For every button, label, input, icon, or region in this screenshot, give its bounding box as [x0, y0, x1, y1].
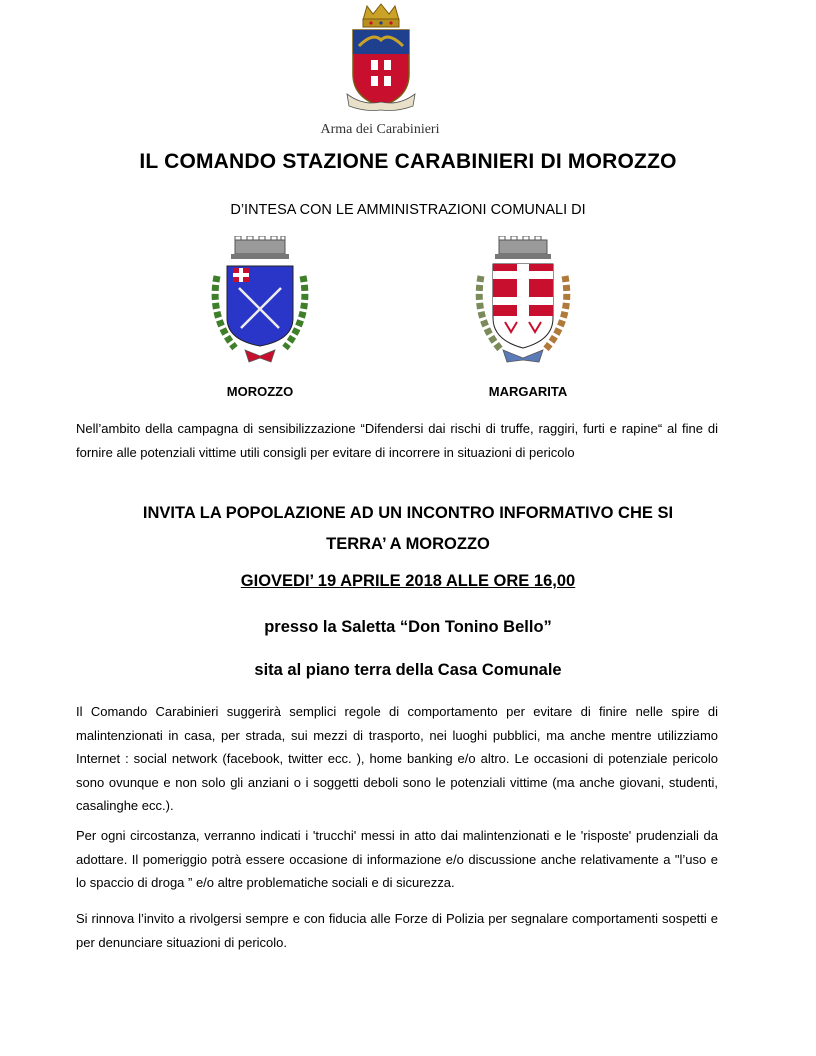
event-date-time: GIOVEDI’ 19 APRILE 2018 ALLE ORE 16,00 [240, 572, 576, 590]
margarita-coat-of-arms-icon [467, 236, 579, 366]
intro-paragraph: Nell’ambito della campagna di sensibilizzazione “Difendersi dai rischi di truffe, raggiri, furti e rapine“ al fine di fornire alle potenziali vittime utili consigli per evitare di incorrere in situazioni di pericolo [76, 421, 718, 460]
emblem-caption: Arma dei Carabinieri [320, 122, 440, 137]
invite-heading [40, 498, 776, 560]
invite-line-1: INVITA LA POPOLAZIONE AD UN INCONTRO INFORMATIVO CHE SI [142, 504, 674, 522]
body-paragraph-1: Il Comando Carabinieri suggerirà semplici regole di comportamento per evitare di finire nelle spire di malintenzionati in casa, per strada, sui mezzi di trasporto, nei luoghi pubblici, ma anche mentre utilizziamo Internet : social network (facebook, twitter ecc. ), home banking e/o altro. Le occasioni di potenziale pericolo sono ovunque e non solo gli anziani o i soggetti deboli sono le potenziali vittime (ma anche giovani, studenti, casalinghe ecc.). [76, 704, 718, 813]
body-paragraph-2: Per ogni circostanza, verranno indicati i 'trucchi' messi in atto dai malintenzionati e le 'risposte' prudenziali da adottare. Il pomeriggio potrà essere occasione di informazione e/o discussione anche relativamente a "l’uso e lo spaccio di droga ” e/o altre problematiche sociali e di sicurezza. [76, 828, 718, 890]
invite-line-2: TERRA’ A MOROZZO [326, 535, 490, 553]
event-location: sita al piano terra della Casa Comunale [254, 661, 562, 679]
body-paragraph-3: Si rinnova l’invito a rivolgersi sempre e con fiducia alle Forze di Polizia per segnalare comportamenti sospetti e per denunciare situazioni di pericolo. [76, 911, 718, 950]
page-subtitle: D’INTESA CON LE AMMINISTRAZIONI COMUNALI DI [230, 202, 586, 218]
municipality-label-margarita: MARGARITA [488, 384, 568, 399]
event-venue: presso la Saletta “Don Tonino Bello” [264, 618, 552, 636]
page-title: IL COMANDO STAZIONE CARABINIERI DI MOROZZO [139, 150, 677, 173]
morozzo-coat-of-arms-icon [205, 236, 315, 366]
municipality-label-morozzo: MOROZZO [226, 384, 294, 399]
carabinieri-emblem-icon [343, 2, 419, 114]
